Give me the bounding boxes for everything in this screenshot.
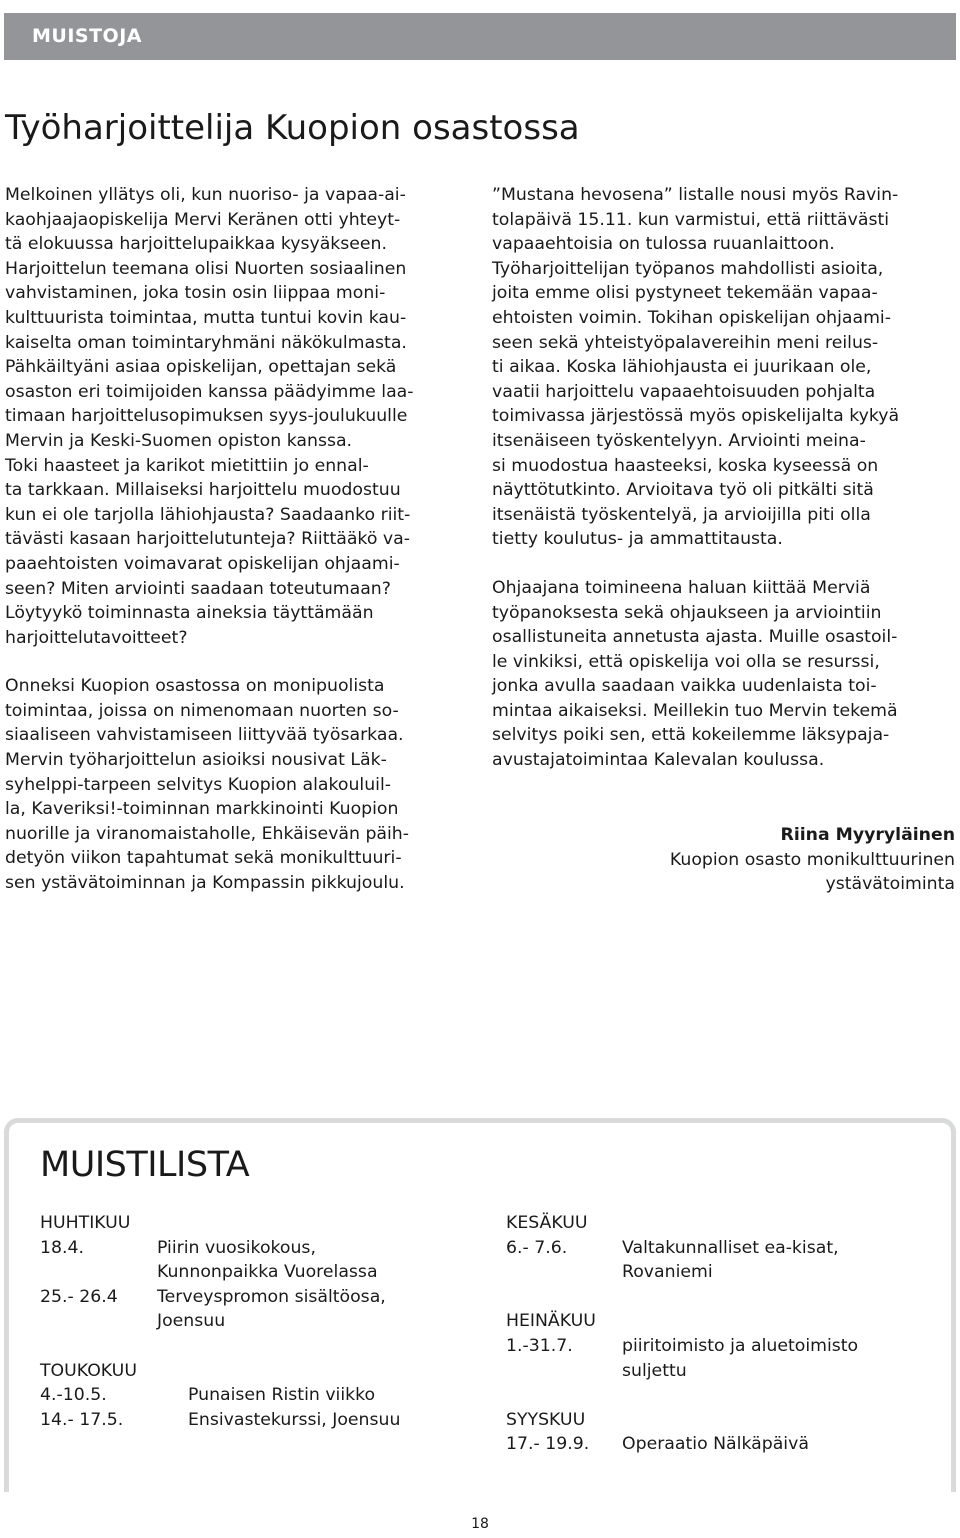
article-title: Työharjoittelija Kuopion osastossa [5, 108, 580, 148]
month-heading: SYYSKUU [506, 1409, 586, 1430]
calendar-event [506, 1334, 858, 1383]
event-description: piiritoimisto ja aluetoimisto suljettu [622, 1335, 859, 1381]
calendar-event [506, 1432, 858, 1457]
month-heading: HUHTIKUU [40, 1213, 131, 1233]
event-date: 17.- 19.9. [506, 1434, 590, 1455]
article-paragraph: Onneksi Kuopion osastossa on monipuolista toimintaa, joissa on nimenomaan nuorten so- siaaliseen vahvistamiseen liittyvää työsarkaa. Mervin työharjoittelun asioiksi nousivat Läk- syhelppi-tarpeen selvitys Kuopion alakouluil- la, Kaveriksi!-toiminnan markkinointi Kuopion nuorille ja viranomaistaholle, Ehkäisevän päih- detyön viikon tapahtumat sekä monikulttuuri- sen ystävätoiminnan ja Kompassin pikkujoulu. [5, 676, 409, 894]
author-role-line-2: ystävätoiminta [825, 874, 955, 895]
month-block [506, 1211, 858, 1285]
event-description: Terveyspromon sisältöosa, Joensuu [157, 1286, 386, 1332]
event-date: 4.-10.5. [40, 1385, 107, 1406]
event-description: Punaisen Ristin viikko [188, 1385, 376, 1406]
calendar-column-left [40, 1211, 400, 1457]
article-signature [670, 823, 955, 897]
author-role-line-1: Kuopion osasto monikulttuurinen [669, 849, 955, 870]
event-date: 14.- 17.5. [40, 1409, 124, 1430]
section-header-bar [4, 13, 956, 60]
month-heading: TOUKOKUU [40, 1360, 137, 1381]
page-number: 18 [471, 1516, 489, 1532]
month-block [506, 1408, 858, 1457]
month-block [506, 1309, 858, 1383]
author-name: Riina Myyryläinen [780, 825, 955, 845]
event-description: Operaatio Nälkäpäivä [622, 1434, 809, 1455]
event-date: 18.4. [40, 1237, 84, 1258]
calendar-event [40, 1236, 400, 1285]
month-block [40, 1359, 400, 1433]
event-date: 25.- 26.4 [40, 1286, 118, 1307]
event-date: 6.- 7.6. [506, 1237, 568, 1258]
calendar-event [506, 1236, 858, 1285]
month-heading: HEINÄKUU [506, 1311, 596, 1332]
article-paragraph: ”Mustana hevosena” listalle nousi myös Ravin- tolapäivä 15.11. kun varmistui, että riittävästi vapaaehtoisia on tulossa ruuanlaittoon. Työharjoittelijan työpanos mahdollisti asioita, joita emme olisi pystyneet tekemään vapaa- ehtoisten voimin. Tokihan opiskelijan ohjaami- seen sekä yhteistyöpalavereihin meni reilus- ti aikaa. Koska lähiohjausta ei juurikaan ole, vaatii harjoittelu vapaaehtoisuuden pohjalta toimivassa järjestössä myös opiskelijalta kykyä itsenäiseen työskentelyyn. Arviointi meina- si muodostua haasteeksi, koska kyseessä on näyttötutkinto. Arvioitava työ oli pitkälti sitä itsenäistä työskentelyä, ja arvioijilla piti olla tietty koulutus- ja ammattitausta. [492, 185, 900, 550]
month-heading: KESÄKUU [506, 1213, 588, 1233]
month-block [40, 1211, 400, 1334]
article-paragraph: Ohjaajana toimineena haluan kiittää Merviä työpanoksesta sekä ohjaukseen ja arviointiin osallistuneita annetusta ajasta. Muille osastoil- le vinkiksi, että opiskelija voi olla se resurssi, jonka avulla saadaan vaikka uudenlaista toi- mintaa aikaiseksi. Meillekin tuo Mervin tekemä selvitys poiki sen, että kokeilemme läksypaja- avustajatoimintaa Kalevalan koulussa. [492, 577, 898, 771]
event-date: 1.-31.7. [506, 1335, 573, 1356]
article-column-left [5, 183, 469, 896]
event-description: Piirin vuosikokous, Kunnonpaikka Vuorelassa [157, 1237, 378, 1283]
calendar-event [40, 1383, 400, 1408]
event-description: Valtakunnalliset ea-kisat, Rovaniemi [622, 1237, 839, 1283]
muistilista-title: MUISTILISTA [40, 1145, 250, 1185]
section-label: MUISTOJA [32, 25, 142, 47]
calendar-event [40, 1285, 400, 1334]
article-paragraph: Melkoinen yllätys oli, kun nuoriso- ja vapaa-ai- kaohjaajaopiskelija Mervi Keränen otti yhteyt- tä elokuussa harjoittelupaikkaa kysyäkseen. Harjoittelun teemana olisi Nuorten sosiaalinen vahvistaminen, joka tosin osin liippaa moni- kulttuurista toimintaa, mutta tuntui kovin kau- kaiselta oman toimintaryhmäni näkökulmasta. Pähkäiltyäni asiaa opiskelijan, opettajan sekä osaston eri toimijoiden kanssa päädyimme laa- timaan harjoittelusopimuksen syys-joulukuulle Mervin ja Keski-Suomen opiston kanssa. Toki haasteet ja karikot mietittiin jo ennal- ta tarkkaan. Millaiseksi harjoittelu muodostuu kun ei ole tarjolla lähiohjausta? Saadaanko riit- tävästi kasaan harjoittelutunteja? Riittääkö va- paaehtoisten voimavarat opiskelijan ohjaami- seen? Miten arviointi saadaan toteutumaan? Löytyykö toiminnasta aineksia täyttämään harjoittelutavoitteet? [5, 185, 414, 648]
calendar-column-right [506, 1211, 858, 1482]
event-description: Ensivastekurssi, Joensuu [188, 1409, 401, 1430]
article-column-right [492, 183, 956, 773]
calendar-event [40, 1408, 400, 1433]
